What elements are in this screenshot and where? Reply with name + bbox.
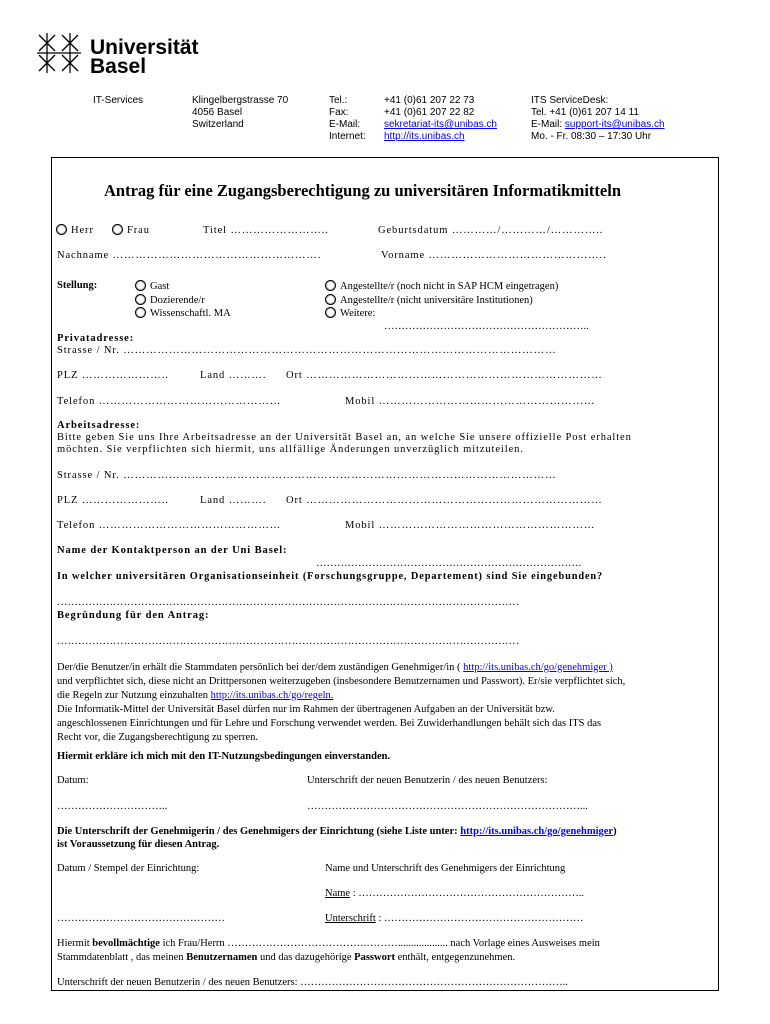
arbeitsadresse-instruction-1: Bitte geben Sie uns Ihre Arbeitsadresse an der Universität Basel an, an welche Sie unsere offizielle Post erhalten	[57, 432, 632, 443]
tel-label: Tel.:	[329, 95, 348, 106]
weitere-radio[interactable]	[325, 307, 336, 318]
university-logo-text	[90, 38, 199, 76]
gast-radio[interactable]	[135, 280, 146, 291]
servicedesk-title: ITS ServiceDesk:	[531, 95, 609, 106]
genehmiger-name-label: Name und Unterschrift des Genehmigers der Einrichtung	[325, 863, 566, 874]
terms-paragraph	[57, 661, 717, 745]
tel-value: +41 (0)61 207 22 73	[384, 95, 475, 106]
address-street: Klingelbergstrasse 70	[192, 95, 289, 106]
vollmacht-paragraph	[57, 937, 600, 964]
name-label: Name	[325, 888, 351, 899]
begruendung-line[interactable]: ……………………………………………………………………………………………………………………	[57, 636, 519, 647]
logo-line-1: Universität	[90, 36, 199, 59]
titel-field[interactable]: Titel ……………………..	[203, 225, 329, 236]
servicedesk-hours: Mo. - Fr. 08:30 – 17:30 Uhr	[531, 131, 652, 142]
terms-text-1: Der/die Benutzer/in erhält die Stammdaten persönlich bei der/dem zuständigen Genehmiger/in (	[57, 662, 464, 673]
fax-label: Fax:	[329, 107, 349, 118]
servicedesk-block	[531, 95, 665, 143]
genehmiger-notice-text: Die Unterschrift der Genehmigerin / des Genehmigers der Einrichtung (siehe Liste unter:	[57, 826, 461, 837]
vollmacht-text-5: enthält, entgegenzunehmen.	[395, 951, 516, 963]
stellung-right-options	[325, 280, 558, 321]
arbeitsadresse-heading: Arbeitsadresse:	[57, 420, 141, 431]
privat-telefon-field[interactable]: Telefon …………………………………………	[57, 396, 282, 407]
genehmiger-unterschrift-field[interactable]	[325, 913, 583, 924]
genehmiger-notice-close: )	[613, 826, 617, 837]
option-angestellte-extern[interactable]	[325, 294, 558, 308]
benutzer-unterschrift-line[interactable]: ……………………………………………………………………...	[307, 801, 588, 812]
stempel-label: Datum / Stempel der Einrichtung:	[57, 863, 200, 874]
arbeit-mobil-field[interactable]: Mobil …………………………………………………	[345, 520, 596, 531]
frau-radio[interactable]	[112, 224, 123, 235]
privatadresse-heading: Privatadresse:	[57, 333, 135, 344]
organisationseinheit-line[interactable]: ……………………………………………………………………………………………………………………	[57, 597, 519, 608]
servicedesk-email-link[interactable]: support-its@unibas.ch	[564, 119, 665, 130]
privat-land-field[interactable]: Land ……….	[200, 370, 267, 381]
geburtsdatum-field[interactable]: Geburtsdatum …………/…………/…………..	[378, 225, 604, 236]
benutzer-unterschrift-label: Unterschrift der neuen Benutzerin / des neuen Benutzers:	[307, 775, 548, 786]
weitere-input-line[interactable]: …………………………………………………..	[384, 321, 589, 332]
privat-strasse-field[interactable]: Strasse / Nr. ……………………………………………………………………………………………………	[57, 345, 557, 356]
vollmacht-bold-2: Benutzernamen	[186, 951, 258, 963]
email-link[interactable]: sekretariat-its@unibas.ch	[384, 119, 497, 130]
university-logo-icon	[35, 31, 85, 75]
servicedesk-tel: Tel. +41 (0)61 207 14 11	[531, 107, 639, 118]
terms-text-2: und verpflichtet sich, diese nicht an Drittpersonen weiterzugeben (insbesondere Benutzernamen und Passwort). Er/sie verpflichtet sich,	[57, 676, 626, 687]
address-country: Switzerland	[192, 119, 244, 130]
angestellte-extern-radio[interactable]	[325, 294, 336, 305]
terms-text-5: angeschlossenen Einrichtungen und für Lehre und Forschung verwendet werden. Bei Zuwiderhandlungen behält sich das ITS das	[57, 718, 602, 729]
name-line: : ………………………………………………………..	[350, 888, 584, 899]
terms-text-3: die Regeln zur Nutzung einzuhalten	[57, 690, 211, 701]
option-angestellte-sap[interactable]	[325, 280, 558, 294]
address-block	[192, 95, 288, 131]
arbeit-strasse-field[interactable]: Strasse / Nr. ……………………………………………………………………………………………………	[57, 470, 557, 481]
email-label: E-Mail:	[329, 119, 361, 130]
datum-line[interactable]: …………………………..	[57, 801, 168, 812]
option-dozierende[interactable]	[135, 294, 231, 308]
wissenschaftl-ma-radio[interactable]	[135, 307, 146, 318]
fax-value: +41 (0)61 207 22 82	[384, 107, 475, 118]
angestellte-sap-radio[interactable]	[325, 280, 336, 291]
privat-mobil-field[interactable]: Mobil …………………………………………………	[345, 396, 596, 407]
herr-option[interactable]	[56, 224, 94, 236]
begruendung-label: Begründung für den Antrag:	[57, 610, 210, 621]
option-gast[interactable]	[135, 280, 231, 294]
arbeit-land-field[interactable]: Land ……….	[200, 495, 267, 506]
privat-plz-field[interactable]: PLZ …………………..	[57, 370, 169, 381]
contact-values	[384, 95, 497, 143]
weitere-label: Weitere:	[340, 308, 376, 319]
stellung-label: Stellung:	[57, 280, 98, 291]
servicedesk-email-label: E-Mail:	[531, 119, 565, 130]
vollmacht-text-2: ich Frau/Herrn ………………………………….………................... nach Vorlage eines Ausweises mein	[159, 938, 600, 949]
nachname-field[interactable]: Nachname ……………………………………………….	[57, 250, 322, 261]
logo-line-2: Basel	[90, 55, 147, 78]
unterschrift-line: : …………………………………………………	[375, 913, 584, 924]
vollmacht-bold-3: Passwort	[354, 951, 395, 963]
regeln-link[interactable]: http://its.unibas.ch/go/regeln.	[210, 690, 334, 701]
vollmacht-text-3: Stammdatenblatt , das meinen	[57, 951, 187, 963]
arbeitsadresse-instruction-2: möchten. Sie verpflichten sich hiermit, uns allfällige Änderungen unverzüglich mitzuteilen.	[57, 444, 524, 455]
final-unterschrift-line[interactable]: Unterschrift der neuen Benutzerin / des neuen Benutzers: …………………………………………………………………..	[57, 977, 568, 988]
frau-label: Frau	[127, 225, 150, 236]
dozierende-radio[interactable]	[135, 294, 146, 305]
kontaktperson-label: Name der Kontaktperson an der Uni Basel:	[57, 545, 288, 556]
frau-option[interactable]	[112, 224, 150, 236]
genehmiger-link[interactable]: http://its.unibas.ch/go/genehmiger )	[463, 662, 613, 673]
arbeit-plz-field[interactable]: PLZ …………………..	[57, 495, 169, 506]
department-name: IT-Services	[93, 95, 144, 106]
arbeit-ort-field[interactable]: Ort ……………………………………………………………………	[286, 495, 603, 506]
wissenschaftl-ma-label: Wissenschaftl. MA	[150, 308, 231, 319]
vollmacht-text-4: und das dazugehörige	[257, 951, 355, 963]
option-wissenschaftl-ma[interactable]	[135, 307, 231, 321]
kontaktperson-line[interactable]: ………………………………………………………………….	[316, 558, 582, 569]
angestellte-extern-label: Angestellte/r (nicht universitäre Institutionen)	[340, 294, 533, 306]
dozierende-label: Dozierende/r	[150, 294, 205, 306]
website-link[interactable]: http://its.unibas.ch	[384, 131, 465, 142]
terms-text-6: Recht vor, die Zugangsberechtigung zu sperren.	[57, 732, 259, 743]
gast-label: Gast	[150, 281, 170, 292]
terms-text-4: Die Informatik-Mittel der Universität Basel dürfen nur im Rahmen der übertragenen Aufgaben an der Universität bzw.	[57, 704, 555, 715]
option-weitere[interactable]	[325, 307, 558, 321]
genehmiger-name-field[interactable]	[325, 888, 584, 899]
organisationseinheit-label: In welcher universitären Organisationseinheit (Forschungsgruppe, Departement) sind Sie eingebunden?	[57, 571, 604, 582]
herr-label: Herr	[71, 225, 94, 236]
declaration-text: Hiermit erkläre ich mich mit den IT-Nutzungsbedingungen einverstanden.	[57, 751, 391, 762]
form-title: Antrag für eine Zugangsberechtigung zu universitären Informatikmitteln	[104, 181, 622, 200]
internet-label: Internet:	[329, 131, 366, 142]
genehmiger-notice-text-2: ist Voraussetzung für diesen Antrag.	[57, 839, 220, 850]
stempel-line[interactable]: …………………………………………	[57, 913, 225, 924]
datum-label: Datum:	[57, 775, 89, 786]
vorname-field[interactable]: Vorname ………………………………………..	[381, 250, 607, 261]
vollmacht-bold-1: bevollmächtige	[92, 938, 160, 949]
stellung-left-options	[135, 280, 231, 321]
genehmiger-notice	[57, 825, 617, 851]
genehmiger-list-link[interactable]: http://its.unibas.ch/go/genehmiger	[460, 826, 614, 837]
vollmacht-text-1: Hiermit	[57, 938, 93, 949]
herr-radio[interactable]	[56, 224, 67, 235]
angestellte-sap-label: Angestellte/r (noch nicht in SAP HCM eingetragen)	[340, 281, 559, 292]
contact-labels	[329, 95, 366, 143]
unterschrift-label: Unterschrift	[325, 913, 376, 924]
arbeit-telefon-field[interactable]: Telefon …………………………………………	[57, 520, 282, 531]
address-city: 4056 Basel	[192, 107, 243, 118]
privat-ort-field[interactable]: Ort ……………………………………………………………………	[286, 370, 603, 381]
